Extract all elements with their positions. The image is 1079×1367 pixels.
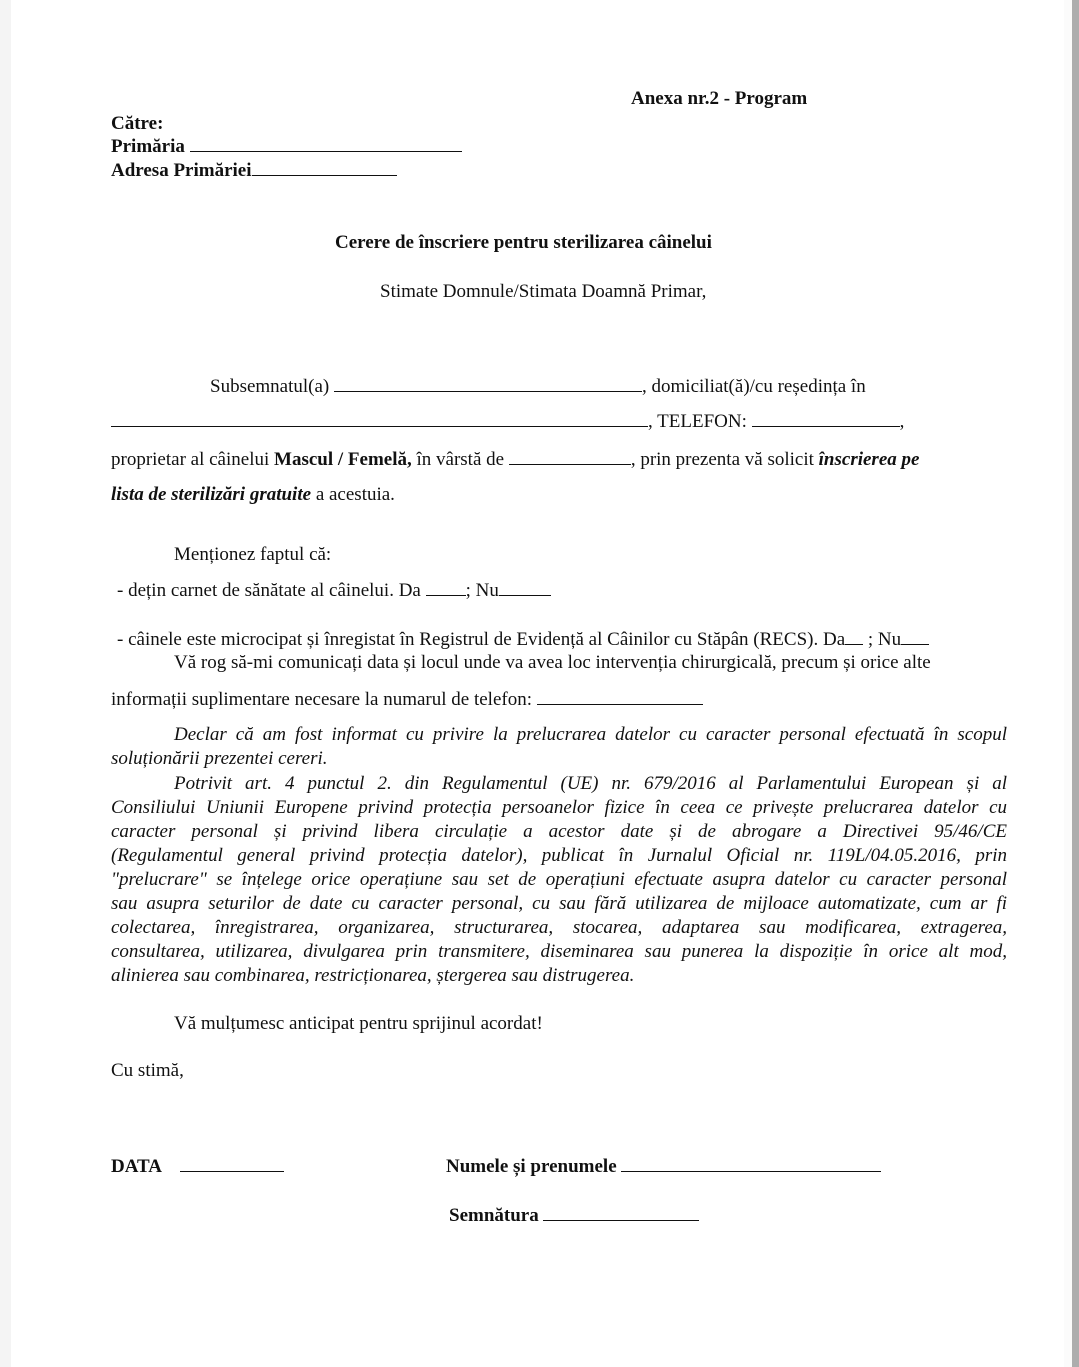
closing-text: Cu stimă, bbox=[111, 1060, 184, 1081]
mention-intro: Menționez faptul că: bbox=[174, 544, 332, 565]
dog-sex-options[interactable]: Mascul / Femelă, bbox=[274, 449, 412, 470]
page-edge-shadow bbox=[1064, 0, 1072, 1367]
date-field[interactable] bbox=[180, 1155, 284, 1172]
health-card-no-label: ; Nu bbox=[465, 580, 499, 601]
owner-label: proprietar al câinelui bbox=[111, 449, 275, 470]
thanks-text: Vă mulțumesc anticipat pentru sprijinul acordat! bbox=[174, 1013, 543, 1034]
gdpr-line: consultarea, utilizarea, divulgarea prin transmitere, diseminarea sau punerea la dispoziție în orice alt mod, bbox=[111, 941, 1007, 962]
gdpr-line: Potrivit art. 4 punctul 2. din Regulamentul (UE) nr. 679/2016 al Parlamentului European și al bbox=[174, 773, 1007, 794]
address-label: Adresa Primăriei bbox=[111, 160, 252, 181]
request-text: , prin prezenta vă solicit bbox=[630, 449, 819, 470]
primaria-row bbox=[111, 135, 462, 159]
signature-field[interactable] bbox=[543, 1204, 699, 1221]
microchip-no-field[interactable] bbox=[901, 628, 929, 645]
phone-label: , TELEFON: bbox=[648, 411, 747, 432]
health-card-yes-field[interactable] bbox=[426, 579, 466, 596]
applicant-label: Subsemnatul(a) bbox=[210, 376, 330, 397]
emphasis-text-2: lista de sterilizări gratuite bbox=[111, 484, 312, 505]
closing-text: a acestuia. bbox=[311, 484, 395, 505]
residence-field[interactable] bbox=[111, 410, 648, 427]
comma: , bbox=[899, 411, 905, 432]
gdpr-line: (Regulamentul general privind protecția datelor), publicat în Jurnalul Oficial nr. 119L/04.05.2016, prin bbox=[111, 845, 1007, 866]
date-row bbox=[111, 1155, 284, 1179]
gdpr-line: caracter personal și privind libera circulație a acestor date și de abrogare a Directivei 95/46/CE bbox=[111, 821, 1007, 842]
request-phone-label: informații suplimentare necesare la numarul de telefon: bbox=[111, 689, 537, 710]
applicant-row bbox=[210, 375, 866, 399]
declaration-line-2: soluționării prezentei cereri. bbox=[111, 748, 328, 769]
residence-label: , domiciliat(ă)/cu reședința în bbox=[642, 376, 866, 397]
microchip-label: - câinele este microcipat și înregistat în Registrul de Evidență al Câinilor cu Stăpân (RECS). Da bbox=[117, 629, 846, 650]
contact-phone-field[interactable] bbox=[537, 688, 703, 705]
applicant-name-field[interactable] bbox=[334, 375, 642, 392]
gdpr-line: Consiliului Uniunii Europene privind protecția persoanelor fizice în ceea ce privește prelucrarea datelor cu bbox=[111, 797, 1007, 818]
document-title: Cerere de înscriere pentru sterilizarea câinelui bbox=[335, 232, 712, 253]
microchip-no-label: ; Nu bbox=[863, 629, 902, 650]
gdpr-line: "prelucrare" se înțelege orice operațiune sau set de operațiuni efectuate asupra datelor cu caracter personal bbox=[111, 869, 1007, 890]
to-label: Către: bbox=[111, 113, 164, 134]
signature-row bbox=[449, 1204, 699, 1228]
primaria-field[interactable] bbox=[190, 135, 462, 152]
date-label: DATA bbox=[111, 1156, 161, 1177]
address-field[interactable] bbox=[252, 159, 397, 176]
request-line-2 bbox=[111, 688, 703, 712]
health-card-label: - dețin carnet de sănătate al câinelui. Da bbox=[117, 580, 426, 601]
residence-row bbox=[111, 410, 904, 434]
health-card-no-field[interactable] bbox=[499, 579, 551, 596]
scrollbar-track[interactable] bbox=[1072, 0, 1079, 1367]
emphasis-text: înscrierea pe bbox=[818, 449, 920, 470]
gdpr-line: alinierea sau combinarea, restricționarea, ștergerea sau distrugerea. bbox=[111, 965, 635, 986]
primaria-label: Primăria bbox=[111, 136, 185, 157]
name-field[interactable] bbox=[621, 1155, 881, 1172]
microchip-yes-field[interactable] bbox=[845, 628, 863, 645]
phone-field[interactable] bbox=[752, 410, 900, 427]
dog-age-field[interactable] bbox=[509, 448, 631, 465]
name-row bbox=[446, 1155, 881, 1179]
annex-label: Anexa nr.2 - Program bbox=[631, 88, 808, 109]
salutation: Stimate Domnule/Stimata Doamnă Primar, bbox=[380, 281, 707, 302]
request-line-1: Vă rog să-mi comunicați data și locul unde va avea loc intervenția chirurgicală, precum și orice alte bbox=[174, 652, 931, 673]
age-label: în vârstă de bbox=[411, 449, 509, 470]
signature-label: Semnătura bbox=[449, 1205, 539, 1226]
address-row bbox=[111, 159, 397, 183]
dog-info-row-2 bbox=[111, 483, 395, 507]
declaration-line-1: Declar că am fost informat cu privire la prelucrarea datelor cu caracter personal efectuată în scopul bbox=[174, 724, 1007, 745]
microchip-row bbox=[117, 628, 929, 652]
health-card-row bbox=[117, 579, 551, 603]
page-margin-left bbox=[0, 0, 11, 1367]
name-label: Numele și prenumele bbox=[446, 1156, 617, 1177]
gdpr-line: colectarea, înregistrarea, organizarea, structurarea, stocarea, adaptarea sau modificarea, extragerea, bbox=[111, 917, 1007, 938]
gdpr-line: sau asupra seturilor de date cu caracter personal, cu sau fără utilizarea de mijloace automatizate, cum ar fi bbox=[111, 893, 1007, 914]
dog-info-row bbox=[111, 448, 919, 472]
